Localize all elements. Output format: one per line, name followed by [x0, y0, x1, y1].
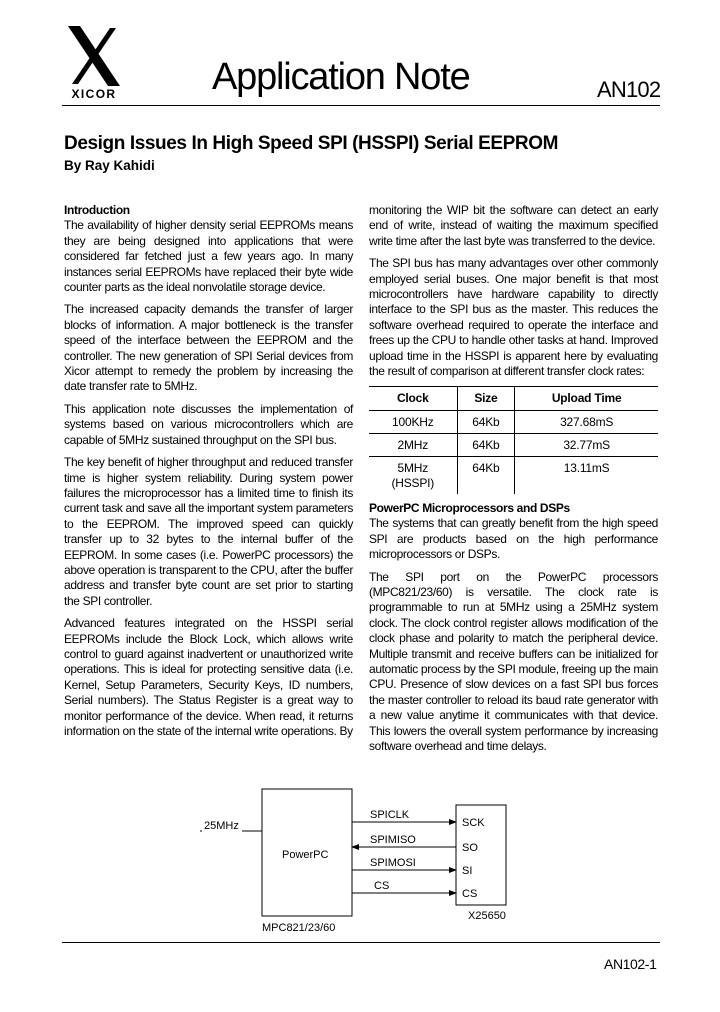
table-header-row	[369, 387, 658, 410]
table-cell: 32.77mS	[515, 433, 658, 456]
right-paragraph-3: The systems that can greatly benefit from the high speed SPI are products based on the high performance microprocessors or DSPs.	[369, 516, 658, 562]
intro-paragraph-4: The key benefit of higher throughput and reduced transfer time is higher system reliability. During system power failures the microprocessor has a limited time to finish its current task and save all the important system parameters to the EEPROM. The improved speed can quickly transfer up to 32 bytes to the internal buffer of the EEPROM. In some cases (i.e. PowerPC processors) the above operation is transparent to the CPU, after the buffer address and transfer byte count are set prior to starting the SPI controller.	[64, 455, 353, 608]
document-author: By Ray Kahidi	[64, 158, 155, 173]
table-header-size: Size	[457, 387, 515, 410]
pin-sck: SCK	[462, 817, 485, 829]
xicor-x-mark-icon	[66, 26, 122, 86]
right-paragraph-1: monitoring the WIP bit the software can detect an early end of write, instead of waiting the maximum specified write time after the last byte was transferred to the device.	[369, 203, 658, 248]
table-cell: 13.11mS	[515, 456, 658, 494]
table-row	[369, 456, 658, 494]
table-cell: 64Kb	[457, 433, 515, 456]
application-note-title: Application Note	[212, 56, 470, 98]
page-number: AN102-1	[604, 956, 657, 972]
table-cell	[369, 456, 457, 494]
table-header-clock: Clock	[369, 387, 457, 410]
right-paragraph-2: The SPI bus has many advantages over other commonly employed serial buses. One major benefit is that most microcontrollers have hardware capability to directly interface to the SPI bus as the master. This reduces the software overhead required to operate the interface and frees up the CPU to handle other tasks at hand. Improved upload time in the HSSPI is apparent here by evaluating the result of comparison at different transfer clock rates:	[369, 256, 658, 379]
intro-paragraph-3: This application note discusses the implementation of systems based on various microcontrollers which are capable of 5MHz sustained throughput on the SPI bus.	[64, 401, 353, 447]
intro-paragraph-2: The increased capacity demands the transfer of larger blocks of information. A major bottleneck is the transfer speed of the interface between the EEPROM and the controller. The new generation of SPI Serial devices from Xicor attempt to remedy the problem by increasing the date transfer rate to 5MHz.	[64, 302, 353, 394]
pin-cs: CS	[462, 888, 478, 900]
xicor-logo	[62, 26, 128, 104]
spi-block-diagram	[200, 785, 520, 935]
table-row	[369, 433, 658, 456]
eeprom-part-number: X25650	[468, 910, 506, 922]
table-header-upload-time: Upload Time	[515, 387, 658, 410]
pin-so: SO	[462, 842, 478, 854]
signal-spimosi: SPIMOSI	[370, 857, 416, 869]
powerpc-label: PowerPC	[282, 849, 329, 861]
intro-paragraph-5: Advanced features integrated on the HSSPI serial EEPROMs include the Block Lock, which allows write control to guard against inadvertent or unauthorized write operations. This is ideal for protecting sensitive data (i.e. Kernel, Setup Parameters, Security Keys, ID numbers, Serial numbers). The Status Register is a great way to monitor performance of the device. When read, it returns information on the state of the internal write operations. By	[64, 616, 353, 738]
powerpc-heading: PowerPC Microprocessors and DSPs	[369, 500, 570, 515]
signal-spiclk: SPICLK	[370, 809, 410, 821]
signal-spimiso: SPIMISO	[370, 834, 416, 846]
table-cell: 64Kb	[457, 410, 515, 433]
table-cell-clock: 5MHz	[397, 460, 429, 475]
intro-paragraph-1: The availability of higher density serial EEPROMs means they are being designed into applications that were considered far fetched just a few years ago. In many instances serial EEPROMs have replaced their byte wide counter parts as the ideal nonvolatile storage device.	[64, 218, 353, 295]
header-rule	[62, 105, 660, 106]
powerpc-part-number: MPC821/23/60	[262, 922, 336, 934]
document-title: Design Issues In High Speed SPI (HSSPI) Serial EEPROM	[64, 133, 559, 154]
right-column	[369, 203, 658, 761]
table-row	[369, 410, 658, 433]
table-cell: 64Kb	[457, 456, 515, 494]
introduction-heading: Introduction	[64, 203, 130, 217]
signal-cs: CS	[374, 880, 390, 892]
logo-wordmark: XICOR	[71, 87, 117, 101]
upload-time-table	[369, 386, 658, 493]
pin-si: SI	[462, 865, 473, 877]
document-code: AN102	[597, 77, 661, 102]
table-cell: 100KHz	[369, 410, 457, 433]
footer-rule	[62, 942, 660, 943]
table-cell-note: (HSSPI)	[391, 475, 435, 490]
left-column	[64, 203, 353, 746]
table-cell: 327.68mS	[515, 410, 658, 433]
right-paragraph-4: The SPI port on the PowerPC processors (MPC821/23/60) is versatile. The clock rate is programmable to run at 5MHz using a 25MHz system clock. The clock control register allows modification of the clock phase and polarity to match the peripheral device. Multiple transmit and receive buffers can be initialized for automatic process by the SPI module, freeing up the main CPU. Presence of slow devices on a fast SPI bus forces the master controller to reload its baud rate generator with a new value anytime it communicates with that device. This lowers the overall system performance by increasing software overhead and time delays.	[369, 569, 658, 753]
table-cell: 2MHz	[369, 433, 457, 456]
clock-input-label: 25MHz	[204, 820, 239, 832]
